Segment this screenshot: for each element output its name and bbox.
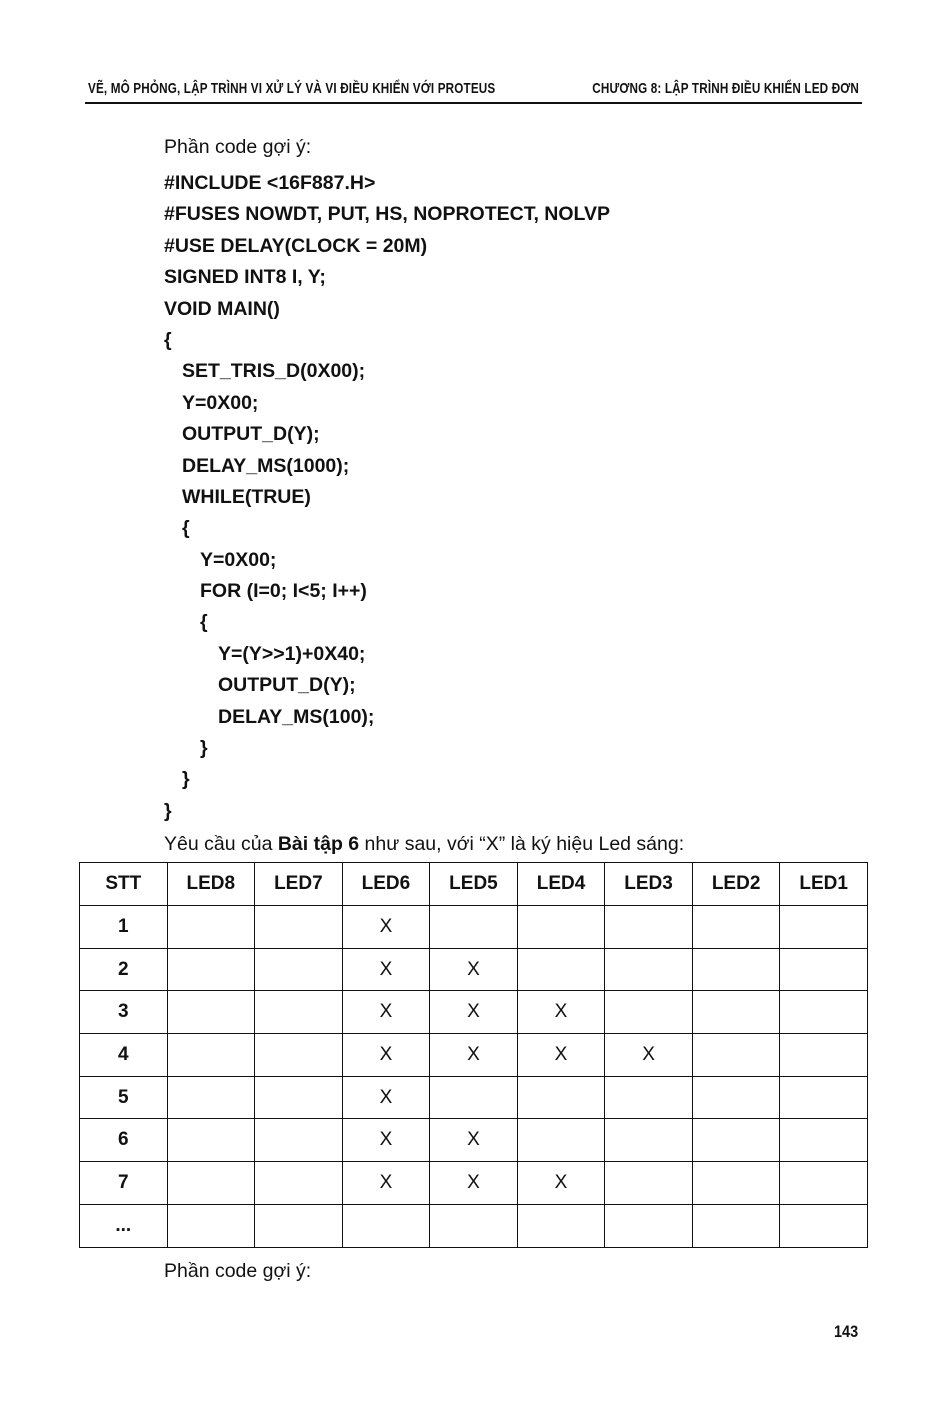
table-cell [692,948,780,991]
table-cell: ... [80,1204,168,1247]
table-cell: 7 [80,1162,168,1205]
table-cell: 1 [80,906,168,949]
code-line: SET_TRIS_D(0X00); [182,360,366,383]
table-cell [692,1204,780,1247]
code-line: } [200,737,208,760]
table-cell [780,1119,868,1162]
column-header: LED5 [430,863,518,906]
table-row [80,1076,868,1119]
code-line: #INCLUDE <16F887.H> [164,172,376,194]
column-header: LED1 [780,863,868,906]
table-cell [780,1162,868,1205]
table-cell [605,948,693,991]
table-cell [167,906,255,949]
table-cell [517,1076,605,1119]
table-cell [692,1162,780,1205]
table-cell [692,906,780,949]
table-cell [780,1204,868,1247]
code-line: #FUSES NOWDT, PUT, HS, NOPROTECT, NOLVP [164,203,611,226]
table-cell [430,1076,518,1119]
code-line: DELAY_MS(1000); [182,454,350,477]
table-cell [167,1076,255,1119]
table-cell: X [342,906,430,949]
table-row [80,948,868,991]
table-row [80,1162,868,1205]
table-cell: X [342,1034,430,1077]
table-cell: X [517,991,605,1034]
code-line: Y=0X00; [182,391,259,414]
table-cell [605,906,693,949]
table-cell [255,1162,343,1205]
code-line: WHILE(TRUE) [182,485,311,508]
table-row [80,1119,868,1162]
table-cell [167,1119,255,1162]
page-number: 143 [834,1322,859,1341]
table-cell [605,1204,693,1247]
table-row [80,1034,868,1077]
table-cell [780,948,868,991]
table-cell: X [605,1034,693,1077]
table-cell [517,1119,605,1162]
table-cell [780,1076,868,1119]
table-cell [167,991,255,1034]
table-cell [605,1162,693,1205]
code-line: { [200,611,208,634]
code-listing [164,168,610,827]
exercise-requirement [164,833,684,856]
table-cell [255,1034,343,1077]
table-cell [780,906,868,949]
table-cell: 2 [80,948,168,991]
table-cell [780,1034,868,1077]
table-cell: 4 [80,1034,168,1077]
code-line: OUTPUT_D(Y); [182,423,320,446]
code-line: Y=(Y>>1)+0X40; [218,642,366,665]
requirement-text-before: Yêu cầu của [164,833,278,855]
code-line: } [164,799,172,822]
table-cell [430,906,518,949]
code-line: DELAY_MS(100); [218,705,375,728]
table-cell [780,991,868,1034]
running-header-book-title: VẼ, MÔ PHỎNG, LẬP TRÌNH VI XỬ LÝ VÀ VI ĐIỀU KHIỂN VỚI PROTEUS [88,80,496,97]
table-cell: X [342,991,430,1034]
table-cell: X [430,1034,518,1077]
table-cell [255,906,343,949]
table-cell: X [517,1162,605,1205]
table-cell [692,1119,780,1162]
code-line: VOID MAIN() [164,297,280,320]
table-cell: 6 [80,1119,168,1162]
column-header: LED3 [605,863,693,906]
column-header: LED7 [255,863,343,906]
table-cell [255,1119,343,1162]
table-cell: X [342,1076,430,1119]
table-cell: 5 [80,1076,168,1119]
table-cell: 3 [80,991,168,1034]
table-cell [692,991,780,1034]
code-line: SIGNED INT8 I, Y; [164,266,326,289]
code-hint-intro: Phần code gợi ý: [164,136,312,158]
code-line: #USE DELAY(CLOCK = 20M) [164,234,428,257]
table-cell [255,1204,343,1247]
table-row [80,991,868,1034]
table-cell [167,948,255,991]
table-cell [605,1076,693,1119]
table-cell: X [517,1034,605,1077]
table-cell [692,1076,780,1119]
code-line: { [164,328,172,351]
table-cell [517,948,605,991]
table-cell: X [430,948,518,991]
column-header: LED8 [167,863,255,906]
code-line: FOR (I=0; I<5; I++) [200,580,367,603]
table-cell: X [430,1162,518,1205]
table-cell [605,1119,693,1162]
requirement-text-after: như sau, với “X” là ký hiệu Led sáng: [359,833,685,855]
table-cell: X [342,948,430,991]
code-line: Y=0X00; [200,548,277,571]
table-cell [255,948,343,991]
table-cell [692,1034,780,1077]
table-header-row [80,863,868,906]
table-cell [517,906,605,949]
table-cell: X [342,1119,430,1162]
code-hint-intro-bottom: Phần code gợi ý: [164,1260,312,1282]
code-line: } [182,768,190,791]
column-header: STT [80,863,168,906]
table-cell: X [430,991,518,1034]
column-header: LED6 [342,863,430,906]
header-divider [85,102,862,104]
table-cell [255,1076,343,1119]
table-row [80,1204,868,1247]
column-header: LED4 [517,863,605,906]
table-cell [255,991,343,1034]
code-line: { [182,517,190,540]
column-header: LED2 [692,863,780,906]
table-row [80,906,868,949]
table-cell [517,1204,605,1247]
table-cell: X [430,1119,518,1162]
running-header-chapter-title: CHƯƠNG 8: LẬP TRÌNH ĐIỀU KHIỂN LED ĐƠN [592,80,859,97]
table-cell [167,1034,255,1077]
exercise-name: Bài tập 6 [277,833,360,855]
table-cell [430,1204,518,1247]
table-cell [167,1204,255,1247]
table-cell [605,991,693,1034]
led-state-table [79,862,868,1248]
table-cell [342,1204,430,1247]
table-cell: X [342,1162,430,1205]
code-line: OUTPUT_D(Y); [218,674,356,697]
table-cell [167,1162,255,1205]
